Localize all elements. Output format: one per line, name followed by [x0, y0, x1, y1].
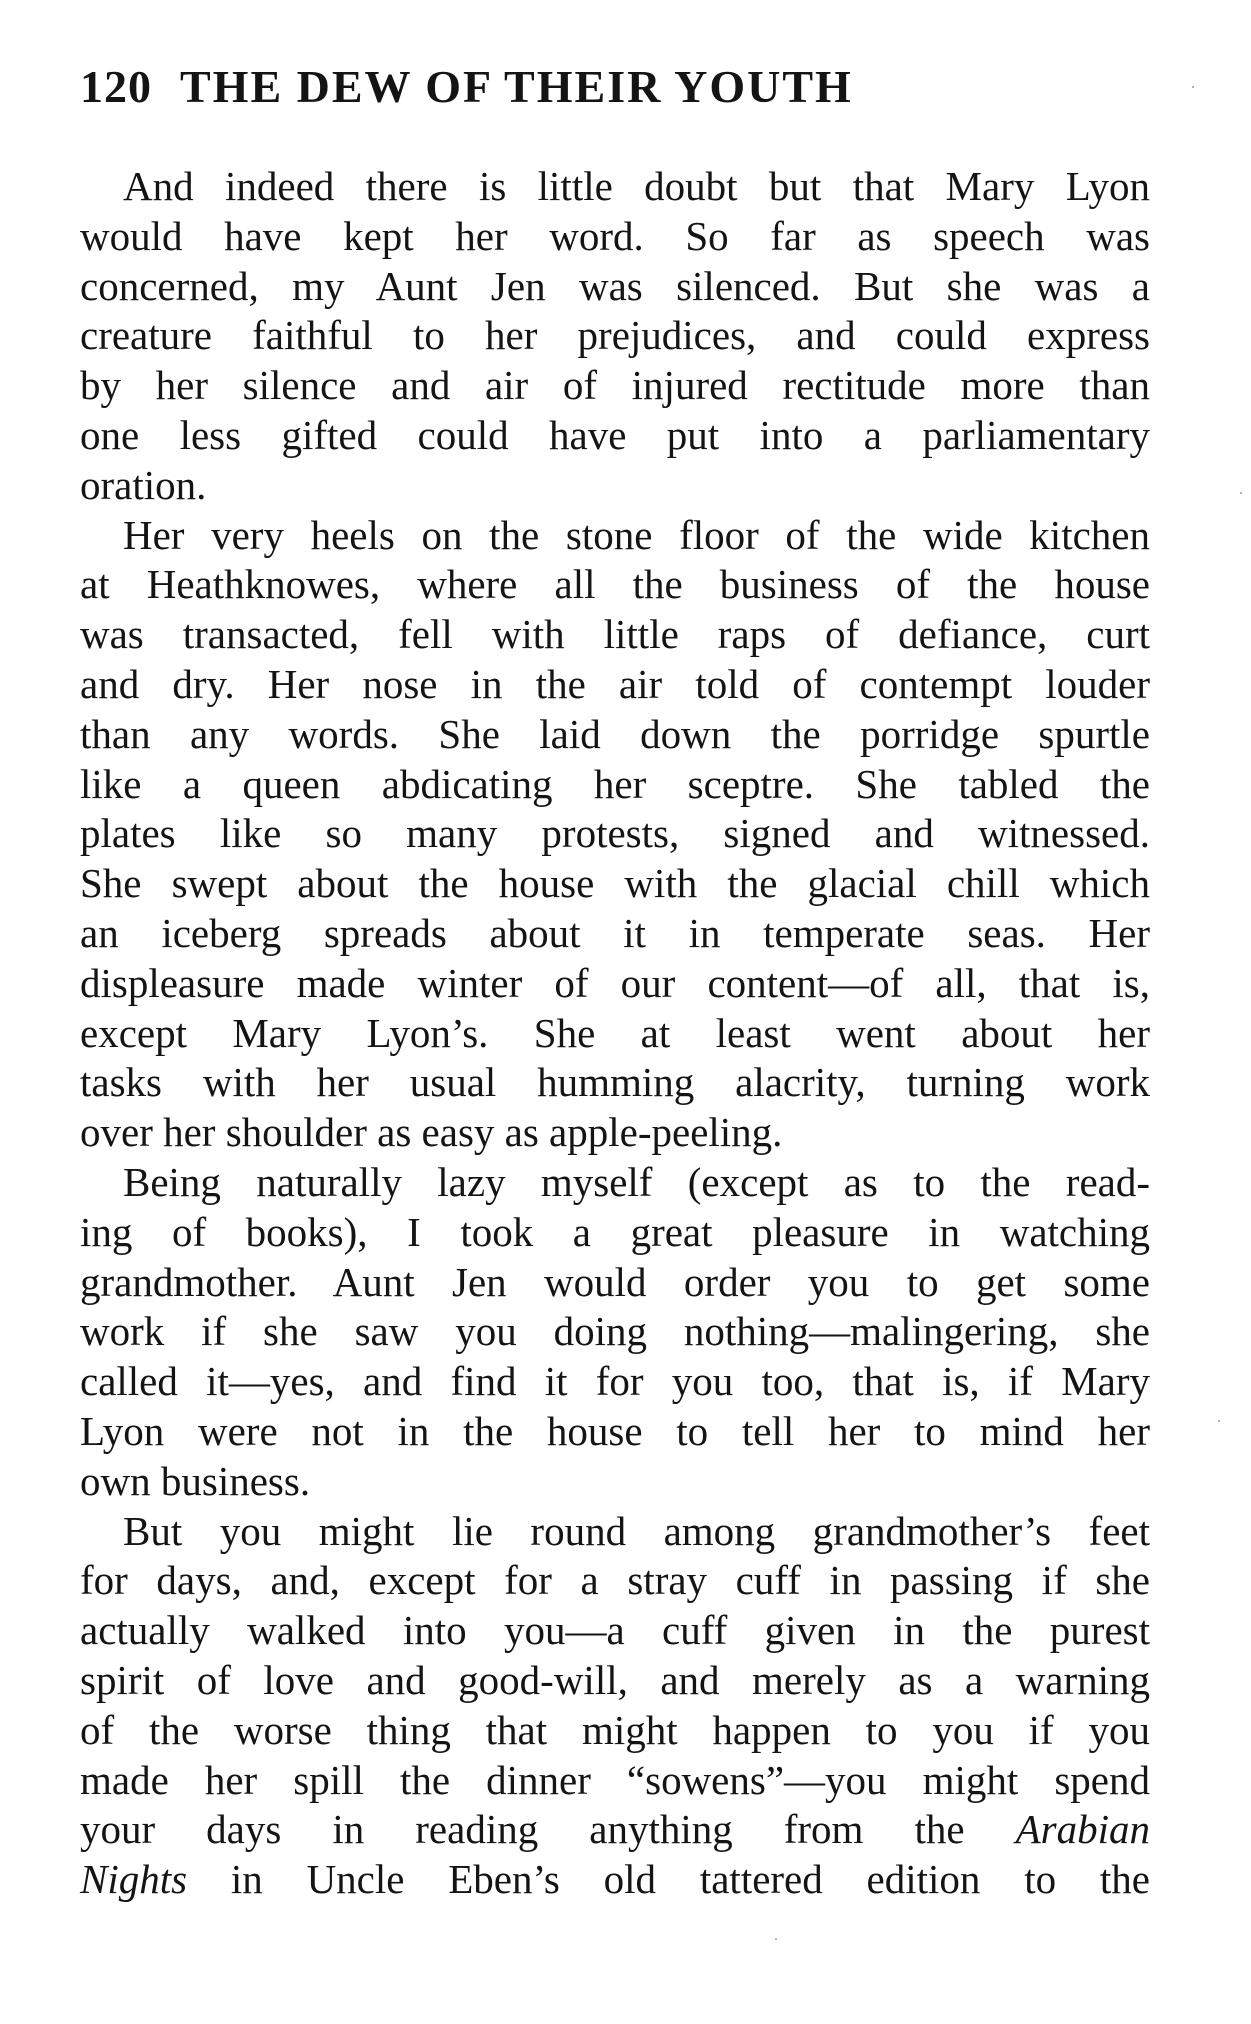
text-line: over her shoulder as easy as apple-peeling.	[80, 1109, 783, 1156]
text-line: was transacted, fell with little raps of defiance, curt	[80, 611, 1150, 658]
text-run: in Uncle Eben’s old tattered edition to the	[187, 1856, 1150, 1903]
text-line: displeasure made winter of our content—of all, that is,	[80, 959, 1150, 1006]
text-line: own business.	[80, 1457, 311, 1504]
running-title: THE DEW OF THEIR YOUTH	[180, 61, 853, 112]
text-line: But you might lie round among grandmother’s feet	[123, 1507, 1150, 1554]
text-line: Her very heels on the stone floor of the wide kitchen	[123, 511, 1150, 558]
text-line: made her spill the dinner “sowens”—you might spend	[80, 1756, 1150, 1803]
text-line: actually walked into you—a cuff given in the purest	[80, 1607, 1150, 1654]
text-line: Being naturally lazy myself (except as to the read-	[123, 1158, 1150, 1205]
text-line: Lyon were not in the house to tell her to mind her	[80, 1407, 1150, 1454]
speck	[1218, 1420, 1220, 1422]
text-line: plates like so many protests, signed and witnessed.	[80, 810, 1150, 857]
book-title-italic: Nights	[80, 1856, 188, 1903]
text-line: spirit of love and good-will, and merely as a warning	[80, 1656, 1150, 1703]
text-line: grandmother. Aunt Jen would order you to get some	[80, 1258, 1150, 1305]
text-line: for days, and, except for a stray cuff in passing if she	[80, 1557, 1150, 1604]
text-line	[80, 1805, 1150, 1855]
text-line: by her silence and air of injured rectitude more than	[80, 362, 1150, 409]
text-run: your days in reading anything from the	[80, 1806, 1016, 1853]
speck	[775, 1938, 777, 1940]
text-line: concerned, my Aunt Jen was silenced. But she was a	[80, 262, 1150, 309]
text-line	[80, 1855, 1150, 1905]
text-line: of the worse thing that might happen to you if you	[80, 1706, 1150, 1753]
text-line: tasks with her usual humming alacrity, turning work	[80, 1059, 1150, 1106]
speck	[1240, 492, 1242, 494]
text-line: at Heathknowes, where all the business of the house	[80, 561, 1150, 608]
page-number: 120	[80, 61, 152, 112]
text-line: ing of books), I took a great pleasure in watching	[80, 1208, 1150, 1255]
text-line: creature faithful to her prejudices, and could express	[80, 312, 1150, 359]
text-line: She swept about the house with the glacial chill which	[80, 860, 1150, 907]
text-line: except Mary Lyon’s. She at least went about her	[80, 1009, 1150, 1056]
text-line: one less gifted could have put into a parliamentary	[80, 411, 1150, 458]
text-line: work if she saw you doing nothing—malingering, she	[80, 1308, 1150, 1355]
text-line: And indeed there is little doubt but that Mary Lyon	[123, 163, 1150, 209]
running-head	[80, 60, 1160, 120]
speck	[1192, 86, 1194, 88]
text-line: like a queen abdicating her sceptre. She tabled the	[80, 760, 1150, 807]
text-line: would have kept her word. So far as speech was	[80, 212, 1150, 259]
text-line: an iceberg spreads about it in temperate seas. Her	[80, 909, 1150, 956]
body-text	[80, 162, 1150, 1905]
text-line: called it—yes, and find it for you too, that is, if Mary	[80, 1358, 1150, 1405]
book-title-italic: Arabian	[1015, 1806, 1150, 1853]
text-line: than any words. She laid down the porridge spurtle	[80, 710, 1150, 757]
text-line: oration.	[80, 461, 207, 508]
text-line: and dry. Her nose in the air told of contempt louder	[80, 660, 1150, 707]
